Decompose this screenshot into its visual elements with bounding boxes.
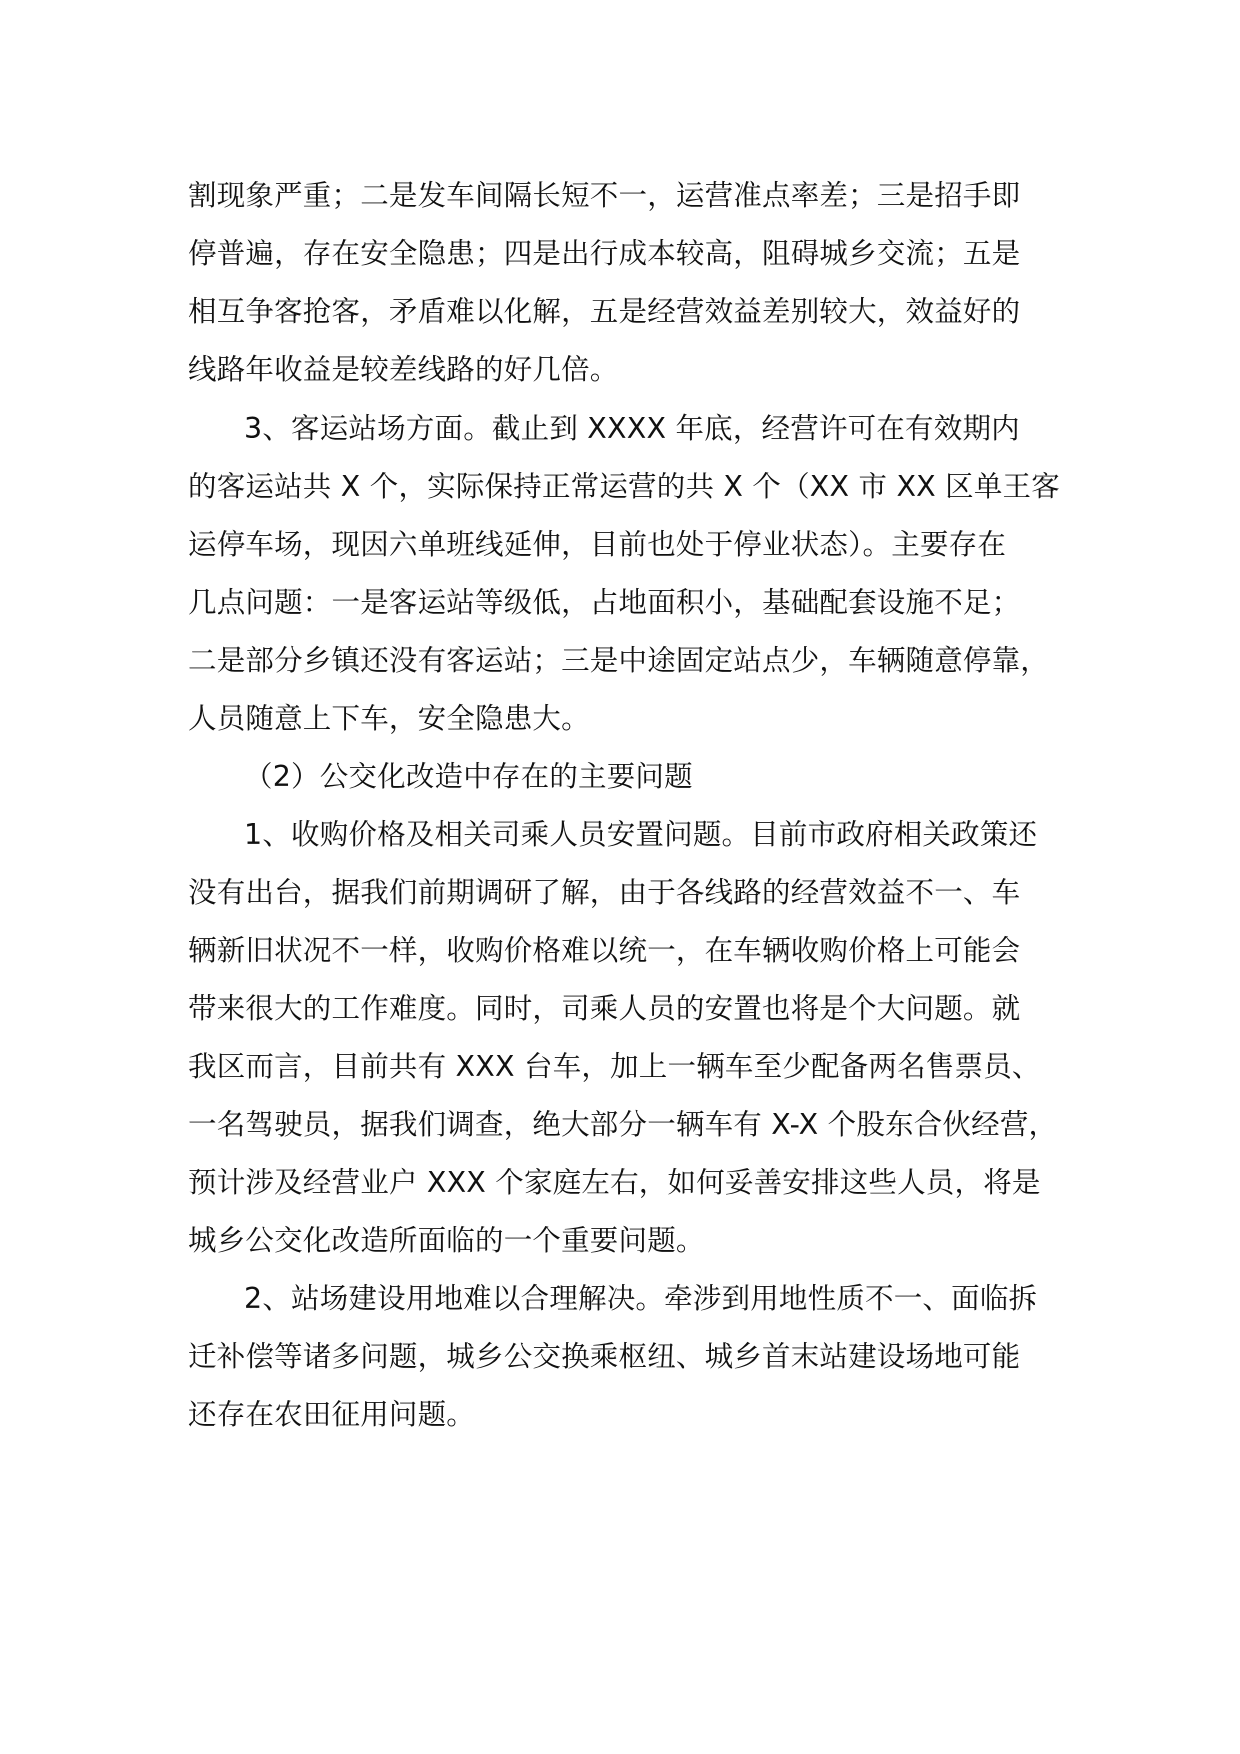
text-line: 割现象严重；二是发车间隔长短不一，运营准点率差；三是招手即 bbox=[188, 179, 1021, 212]
section-heading-2: （2）公交化改造中存在的主要问题 bbox=[244, 760, 693, 793]
paragraph-heading-2: 2、站场建设用地难以合理解决。牵涉到用地性质不一、面临拆 bbox=[244, 1282, 1038, 1315]
text-line: 预计涉及经营业户 XXX 个家庭左右，如何妥善安排这些人员，将是 bbox=[188, 1166, 1041, 1199]
text-line: 城乡公交化改造所面临的一个重要问题。 bbox=[188, 1224, 705, 1257]
text-line: 还存在农田征用问题。 bbox=[188, 1398, 476, 1431]
text-line: 人员随意上下车，安全隐患大。 bbox=[188, 702, 590, 735]
paragraph-heading-3: 3、客运站场方面。截止到 XXXX 年底，经营许可在有效期内 bbox=[244, 412, 1020, 445]
text-line: 线路年收益是较差线路的好几倍。 bbox=[188, 353, 619, 386]
text-line: 一名驾驶员，据我们调查，绝大部分一辆车有 X-X 个股东合伙经营， bbox=[188, 1108, 1058, 1141]
text-line: 运停车场，现因六单班线延伸，目前也处于停业状态）。主要存在 bbox=[188, 528, 1007, 561]
text-line: 二是部分乡镇还没有客运站；三是中途固定站点少，车辆随意停靠， bbox=[188, 644, 1050, 677]
text-line: 辆新旧状况不一样，收购价格难以统一，在车辆收购价格上可能会 bbox=[188, 934, 1021, 967]
text-line: 几点问题：一是客运站等级低，占地面积小，基础配套设施不足； bbox=[188, 586, 1021, 619]
text-line: 我区而言，目前共有 XXX 台车，加上一辆车至少配备两名售票员、 bbox=[188, 1050, 1041, 1083]
text-line: 没有出台，据我们前期调研了解，由于各线路的经营效益不一、车 bbox=[188, 876, 1021, 909]
paragraph-heading-1: 1、收购价格及相关司乘人员安置问题。目前市政府相关政策还 bbox=[244, 818, 1038, 851]
text-line: 带来很大的工作难度。同时，司乘人员的安置也将是个大问题。就 bbox=[188, 992, 1021, 1025]
text-line: 的客运站共 X 个，实际保持正常运营的共 X 个（XX 市 XX 区单王客 bbox=[188, 470, 1060, 503]
text-line: 停普遍，存在安全隐患；四是出行成本较高，阻碍城乡交流；五是 bbox=[188, 237, 1021, 270]
text-line: 相互争客抢客，矛盾难以化解，五是经营效益差别较大，效益好的 bbox=[188, 295, 1021, 328]
text-line: 迁补偿等诸多问题，城乡公交换乘枢纽、城乡首末站建设场地可能 bbox=[188, 1340, 1021, 1373]
